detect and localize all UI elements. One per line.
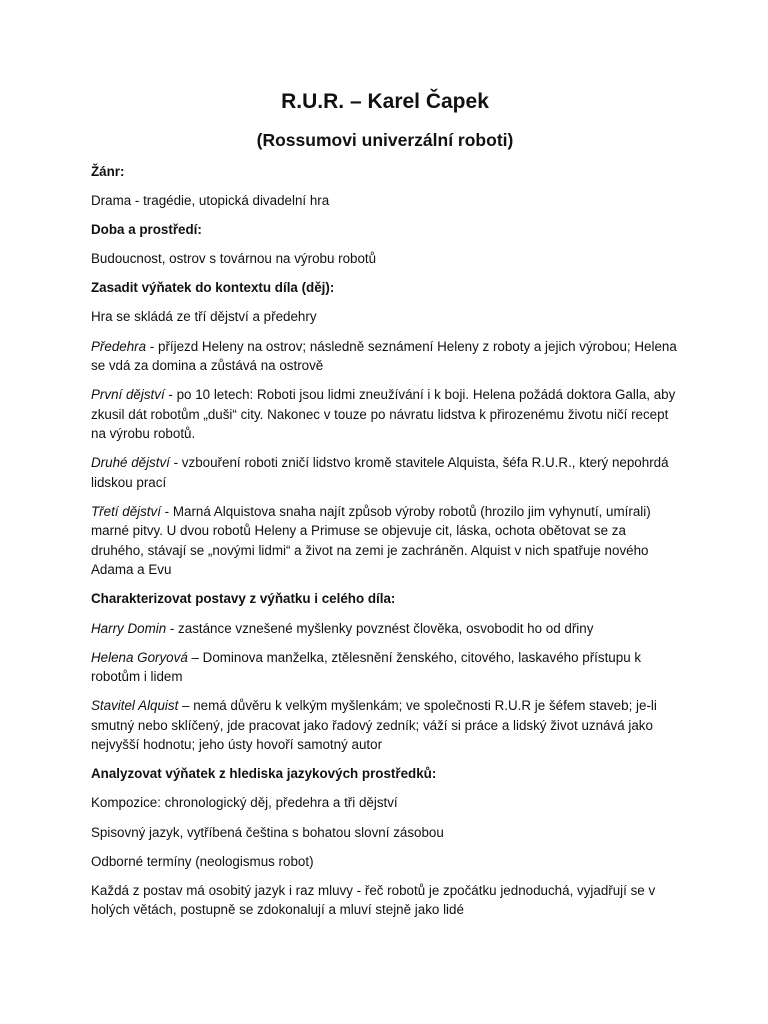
lead-paragraph: [91, 648, 679, 687]
paragraph-lead-term: Harry Domin: [91, 620, 167, 636]
document-title: R.U.R. – Karel Čapek: [281, 90, 489, 113]
paragraph-text: – Dominova manželka, ztělesnění ženského, citového, laskavého přístupu k robotům i lidem: [91, 649, 642, 685]
body-paragraph: Budoucnost, ostrov s továrnou na výrobu robotů: [91, 251, 377, 267]
lead-paragraph: [91, 385, 679, 444]
document-subtitle: (Rossumovi univerzální roboti): [256, 130, 514, 150]
body-paragraph: Odborné termíny (neologismus robot): [91, 853, 314, 869]
section-heading: Žánr:: [91, 164, 125, 179]
body-paragraph: Drama - tragédie, utopická divadelní hra: [91, 193, 330, 209]
lead-paragraph: [91, 337, 679, 376]
section-heading: Doba a prostředí:: [91, 222, 202, 238]
document-body: [91, 162, 679, 920]
paragraph-text: - příjezd Heleny na ostrov; následně seznámení Heleny z roboty a jejich výrobou; Helena se vdá za domina a zůstává na ostrově: [91, 338, 677, 374]
paragraph-lead-term: Druhé dějství: [91, 455, 170, 471]
paragraph-text: - po 10 letech: Roboti jsou lidmi zneužívání i k boji. Helena požádá doktora Galla, aby zkusil dát robotům „duši“ city. Nakonec v touze po návratu lidstva k přirozenému životu ničí recept na výrobu robotů.: [91, 387, 676, 442]
paragraph-lead-term: Třetí dějství: [91, 503, 161, 519]
paragraph-text: - zastánce vznešené myšlenky povznést člověka, osvobodit ho od dřiny: [166, 620, 594, 636]
lead-paragraph: [91, 502, 679, 580]
section-heading: Zasadit výňatek do kontextu díla (děj):: [91, 280, 335, 296]
paragraph-lead-term: Stavitel Alquist: [91, 698, 179, 714]
lead-paragraph: [91, 619, 679, 639]
section-heading: Charakterizovat postavy z výňatku i celého díla:: [91, 591, 396, 607]
body-paragraph: Kompozice: chronologický děj, předehra a tři dějství: [91, 795, 398, 811]
lead-paragraph: [91, 696, 679, 755]
paragraph-text: - Marná Alquistova snaha najít způsob výroby robotů (hrozilo jim vyhynutí, umírali) marné pitvy. U dvou robotů Heleny a Primuse se objevuje cit, láska, ochota obětovat se za druhého, stávají se „novými lidmi“ a život na zemi je zachráněn. Alquist v nich spatřuje nového Adama a Evu: [91, 503, 651, 578]
paragraph-text: - vzbouření roboti zničí lidstvo kromě stavitele Alquista, šéfa R.U.R., který nepohrdá lidskou prací: [91, 455, 669, 490]
paragraph-lead-term: První dějství: [91, 387, 165, 403]
paragraph-lead-term: Předehra: [91, 338, 147, 354]
document-page: [91, 88, 679, 929]
paragraph-text: – nemá důvěru k velkým myšlenkám; ve společnosti R.U.R je šéfem staveb; je-li smutný nebo sklíčený, jde pracovat jako řadový zedník; váží si práce a lidský život uznává jako nejvyšší hodnotu; jeho ústy hovoří samotný autor: [91, 698, 657, 753]
section-heading: Analyzovat výňatek z hlediska jazykových prostředků:: [91, 766, 437, 782]
paragraph-lead-term: Helena Goryová: [91, 649, 188, 665]
body-paragraph: Spisovný jazyk, vytříbená čeština s bohatou slovní zásobou: [91, 824, 444, 840]
lead-paragraph: [91, 453, 679, 492]
body-paragraph: Hra se skládá ze tří dějství a předehry: [91, 309, 317, 325]
body-paragraph: Každá z postav má osobitý jazyk i raz mluvy - řeč robotů je zpočátku jednoduchá, vyjadřují se v holých větách, postupně se zdokonalují a mluví stejně jako lidé: [91, 882, 656, 918]
